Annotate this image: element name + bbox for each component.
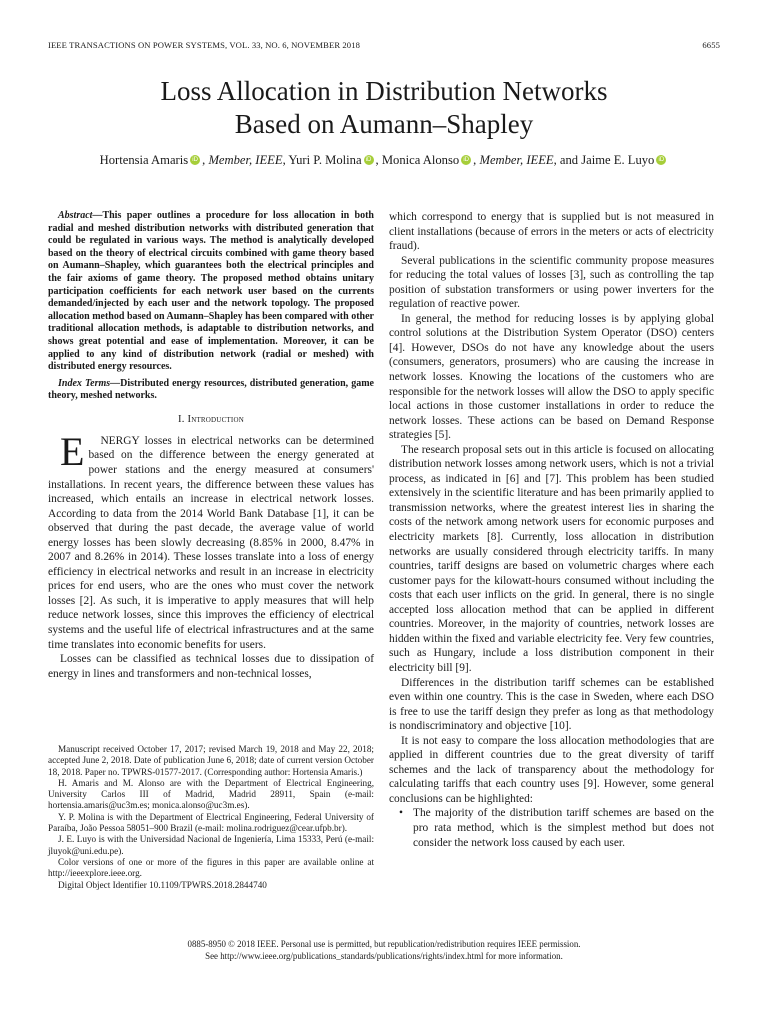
page-number: 6655 [702,40,720,50]
orcid-icon[interactable]: iD [656,155,666,165]
conclusion-list [389,806,714,850]
rights-link-line: See http://www.ieee.org/publications_standards/publications/rights/index.html for more information. [205,950,563,961]
title-line-2: Based on Aumann–Shapley [234,109,534,139]
author-conjunction: , and [553,153,582,167]
orcid-icon[interactable]: iD [190,155,200,165]
paper-title [48,75,720,141]
index-terms-text: Distributed energy resources, distributed generation, game theory, meshed networks. [48,377,374,402]
footnote-affiliation: J. E. Luyo is with the Universidad Nacional de Ingeniería, Lima 15333, Perú (e-mail: jluyok@uni.edu.pe). [48,834,374,856]
footnote-color-versions: Color versions of one or more of the figures in this paper are available online at http://ieeexplore.ieee.org. [48,856,374,879]
author-name: Hortensia Amaris [99,153,189,167]
journal-header: IEEE TRANSACTIONS ON POWER SYSTEMS, VOL. 33, NO. 6, NOVEMBER 2018 [48,40,360,50]
index-terms-label: Index Terms— [58,377,121,389]
footnotes [48,744,374,891]
footnote-manuscript: Manuscript received October 17, 2017; revised March 19, 2018 and May 22, 2018; accepted June 2, 2018. Date of publication June 6, 2018; date of current version October 18, 2018. Paper no. TPWRS-01577-2017. (Corresponding author: Hortensia Amaris.) [48,744,374,777]
drop-cap: E [60,428,85,474]
left-column [48,210,374,681]
right-paragraph-5: Differences in the distribution tariff schemes can be established even within one country. This is the case in Sweden, where each DSO is free to use the tariff design they prefer as long as that methodology is nondiscriminatory and objective [10]. [389,676,714,733]
intro-paragraph-1-text: NERGY losses in electrical networks can be determined based on the difference between the energy generated at power stations and the energy measured at consumers' installations. In recent years, the difference between these values has increased, which entails an increase in electrical network losses. According to data from the 2014 World Bank Database [1], it can be observed that during the past decade, the average value of world energy losses has been slowly decreasing (8.85% in 2000, 8.47% in 2007 and 8.26% in 2014). These losses translate into a loss of energy efficiency in electrical networks and result in an increase in electricity prices for end users, who are the ones who must cover the network losses [2]. As such, it is imperative to apply measures that will help reduce network losses, since this improves the efficiency of electrical systems and the useful life of electrical infrastructures and at the same time translates into economic benefits for users. [48,434,374,651]
author-list: Hortensia Amaris iD , Member, IEEE, Yuri P. Molina iD , Monica Alonso iD , Member, IEEE, and Jaime E. Luyo iD [48,152,720,168]
right-paragraph-2: Several publications in the scientific community propose measures for reducing the total values of losses [3], such as controlling the tap position of substation transformers or using power inverters for the regulation of reactive power. [389,254,714,311]
footnote-affiliation: H. Amaris and M. Alonso are with the Department of Electrical Engineering, University Carlos III of Madrid, Madrid 28911, Spain (e-mail: hortensia.amaris@uc3m.es; monica.alonso@uc3m.es). [48,777,374,811]
copyright-line: 0885-8950 © 2018 IEEE. Personal use is permitted, but republication/redistribution requires IEEE permission. [187,939,581,949]
abstract-label: Abstract— [58,210,103,221]
section-heading-introduction: I. Introduction [178,413,244,425]
author-role: Member, IEEE [208,153,283,167]
author-name: Jaime E. Luyo [581,153,655,167]
running-header [48,40,720,54]
author-role: Member, IEEE [479,153,554,167]
intro-paragraph-2: Losses can be classified as technical losses due to dissipation of energy in lines and transformers and non-technical losses, [48,653,374,680]
right-column [389,210,714,850]
orcid-icon[interactable]: iD [461,155,471,165]
author-name: Yuri P. Molina [288,153,362,167]
right-paragraph-6: It is not easy to compare the loss allocation methodologies that are applied in different countries due to the great diversity of tariff schemes and the lack of transparency about the methodology for calculating tariffs that each country uses [9]. However, some general conclusions can be highlighted: [389,734,714,805]
right-paragraph-1: which correspond to energy that is supplied but is not measured in client installations (because of errors in the meters or acts of electricity fraud). [389,211,714,253]
intro-paragraph-1 [48,428,374,652]
list-item: • The majority of the distribution tariff schemes are based on the pro rata method, which is the simplest method but does not consider the network loss caused by each user. [389,806,714,850]
abstract [48,210,374,374]
footnote-doi: Digital Object Identifier 10.1109/TPWRS.2018.2844740 [58,879,267,890]
index-terms [48,378,374,403]
abstract-text: This paper outlines a procedure for loss allocation in both radial and meshed distribution networks with distributed generation that could be regulated in various ways. The method is analytically developed based on the theory of electrical circuits combined with game theory based on Aumann–Shapley, which guarantees both the electrical principles and the fair axioms of game theory. The proposed method obtains unitary participation coefficients for each network user based on the currents demanded/injected by each user and the network topology. The proposed allocation method based on Aumann–Shapley has been compared with other traditional allocation methods, is adaptable to distribution networks, and shows great potential and ease of implementation. Moreover, it can be applied to any kind of distribution network (radial or meshed) with distributed energy resources. [48,210,374,373]
copyright-notice [48,939,720,962]
author-name: Monica Alonso [381,153,460,167]
footnote-affiliation: Y. P. Molina is with the Department of Electrical Engineering, Federal University of Paraíba, João Pessoa 58051–900 Brazil (e-mail: molina.rodriguez@cear.ufpb.br). [48,811,374,834]
right-paragraph-4: The research proposal sets out in this article is focused on allocating distribution network losses among network users, which is not a trivial process, as indicated in [6] and [7]. This problem has been studied extensively in the scientific literature and has been primarily applied to transmission networks, where the greatest interest lies in sharing the costs of the network among network users for economic purposes and electricity markets [8]. Currently, loss allocation in distribution networks are usually considered through electricity tariffs. In many countries, tariff designs are based on volumetric charges where each customer pays for the kilowatt-hours consumed without including the costs that each user inflicts on the grid. In general, there is no single accepted loss allocation method that can be applied in different countries. Moreover, in the majority of countries, network losses are hidden within the fixed and variable electricity fee. Very few countries, such as Hungary, include a loss distribution component in their electricity bill [9]. [389,443,714,674]
orcid-icon[interactable]: iD [364,155,374,165]
title-line-1: Loss Allocation in Distribution Networks [160,76,608,106]
right-paragraph-3: In general, the method for reducing losses is by applying global control solutions at the Distribution System Operator (DSO) centers [4]. However, DSOs do not have any knowledge about the users (consumers, generators, prosumers) who are causing the increase in network losses. Knowing the locations of the customers who are responsible for the network losses will allow the DSO to apply specific local actions in those customer installations in order to reduce the network losses. These actions can be based on Demand Response strategies [5]. [389,312,714,442]
